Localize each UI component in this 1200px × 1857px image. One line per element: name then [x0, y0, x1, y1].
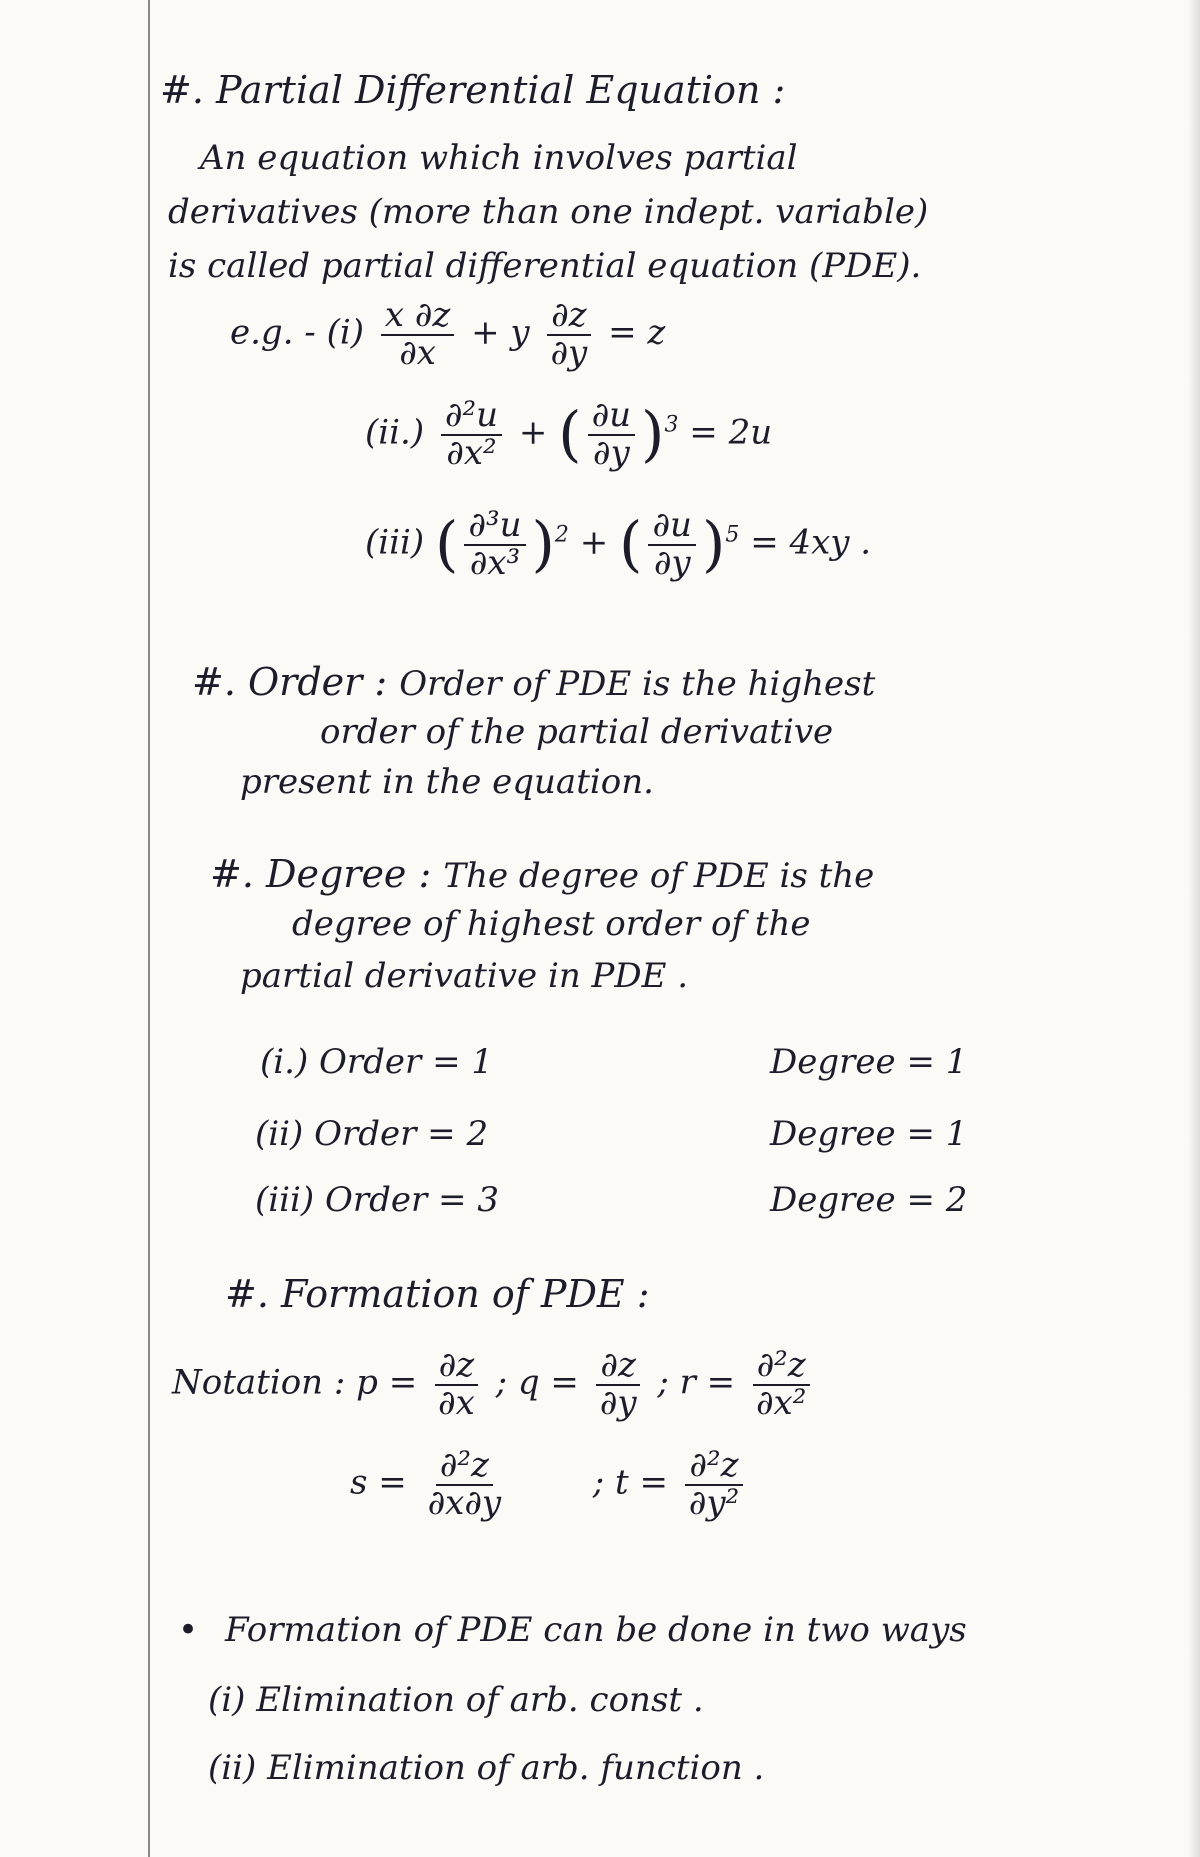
notation-label: Notation : [172, 1362, 346, 1403]
formation-heading: #. Formation of PDE : [225, 1272, 650, 1316]
fraction-numerator: ∂z [547, 298, 591, 336]
formation-way-2: (ii) Elimination of arb. function . [208, 1748, 765, 1788]
fraction-numerator: ∂z [596, 1348, 640, 1386]
example-1-label: (i) [326, 312, 365, 353]
order-definition-line-1: Order of PDE is the highest [399, 664, 876, 704]
table-row [260, 1042, 493, 1082]
example-1-term-2 [546, 295, 591, 373]
fraction-numerator: ∂u [648, 508, 695, 546]
notation-row-1 [172, 1345, 816, 1423]
fraction-denominator: ∂y [550, 332, 588, 373]
page-edge-shadow [1188, 0, 1200, 1857]
example-3 [365, 505, 872, 583]
fraction-numerator: ∂²z [685, 1448, 742, 1486]
left-paren: ( [619, 509, 643, 580]
table-row-degree: Degree = 2 [770, 1180, 968, 1220]
right-paren: ) [641, 399, 665, 470]
exponent: 3 [664, 412, 679, 438]
degree-heading [210, 852, 874, 896]
degree-definition-line-2: degree of highest order of the [292, 904, 811, 944]
row-order: Order = 1 [319, 1042, 494, 1082]
pde-definition-line-1: An equation which involves partial [200, 138, 798, 178]
order-heading [192, 660, 875, 704]
fraction-denominator: ∂y [592, 432, 630, 473]
fraction-numerator: ∂u [588, 398, 635, 436]
fraction-denominator: ∂x² [446, 432, 497, 473]
table-row-degree: Degree = 1 [770, 1042, 968, 1082]
order-definition-line-2: order of the partial derivative [320, 712, 834, 752]
left-paren: ( [558, 399, 582, 470]
example-2 [365, 395, 773, 473]
q-fraction [596, 1345, 641, 1423]
example-2-label: (ii.) [365, 412, 425, 453]
eg-label: e.g. - [230, 312, 316, 353]
row-label: (ii) [255, 1114, 304, 1154]
plus-sign: + [518, 412, 548, 453]
p-lhs: p = [356, 1362, 418, 1403]
formation-way-1: (i) Elimination of arb. const . [208, 1680, 704, 1720]
notation-row-2 [350, 1445, 749, 1523]
r-lhs: ; r = [657, 1362, 736, 1403]
example-3-rhs: = 4xy . [750, 522, 872, 563]
fraction-numerator: x ∂z [381, 298, 454, 336]
table-row [255, 1114, 488, 1154]
table-row-degree: Degree = 1 [770, 1114, 968, 1154]
pde-heading: #. Partial Differential Equation : [160, 68, 786, 112]
fraction-denominator: ∂x² [755, 1382, 807, 1423]
example-2-term-1 [441, 395, 502, 473]
fraction-numerator: ∂²u [441, 398, 502, 436]
order-heading-text: #. Order : [192, 660, 388, 704]
pde-definition-line-2: derivatives (more than one indept. variable) [168, 192, 929, 232]
fraction-denominator: ∂x [438, 1382, 475, 1423]
fraction-denominator: ∂y² [688, 1482, 740, 1523]
margin-line [148, 0, 150, 1857]
exponent: 2 [554, 522, 569, 548]
order-definition-line-3: present in the equation. [240, 762, 654, 802]
left-paren: ( [434, 509, 459, 580]
row-order: Order = 3 [324, 1180, 499, 1220]
example-3-label: (iii) [365, 522, 425, 563]
q-lhs: ; q = [495, 1362, 579, 1403]
fraction-denominator: ∂y [599, 1382, 637, 1423]
fraction-numerator: ∂²z [753, 1348, 810, 1386]
fraction-denominator: ∂x [399, 332, 436, 373]
example-1-term-1 [381, 295, 454, 373]
degree-heading-text: #. Degree : [210, 852, 432, 896]
right-paren: ) [701, 509, 726, 580]
degree-definition-line-3: partial derivative in PDE . [240, 956, 689, 996]
formation-ways-line: Formation of PDE can be done in two ways [225, 1610, 967, 1650]
example-2-term-2 [588, 395, 635, 473]
example-1-rhs: = z [608, 312, 666, 353]
row-label: (i.) [260, 1042, 309, 1082]
plus-sign: + y [471, 312, 530, 353]
row-label: (iii) [255, 1180, 315, 1220]
fraction-numerator: ∂²z [436, 1448, 493, 1486]
exponent: 5 [725, 522, 740, 548]
s-fraction [424, 1445, 506, 1523]
fraction-numerator: ∂³u [464, 508, 525, 546]
row-order: Order = 2 [314, 1114, 489, 1154]
fraction-denominator: ∂x∂y [427, 1482, 502, 1523]
fraction-denominator: ∂x³ [469, 542, 521, 583]
degree-definition-line-1: The degree of PDE is the [443, 856, 875, 896]
pde-definition-line-3: is called partial differential equation (PDE). [168, 246, 922, 286]
p-fraction [434, 1345, 479, 1423]
r-fraction [752, 1345, 810, 1423]
plus-sign: + [579, 522, 609, 563]
bullet: • [178, 1610, 199, 1650]
t-lhs: ; t = [592, 1462, 668, 1503]
fraction-numerator: ∂z [435, 1348, 479, 1386]
example-1 [230, 295, 666, 373]
example-2-rhs: = 2u [689, 412, 773, 453]
example-3-term-2 [648, 505, 695, 583]
fraction-denominator: ∂y [653, 542, 691, 583]
example-3-term-1 [464, 505, 525, 583]
table-row [255, 1180, 499, 1220]
right-paren: ) [531, 509, 555, 580]
t-fraction [685, 1445, 743, 1523]
s-lhs: s = [350, 1462, 407, 1503]
